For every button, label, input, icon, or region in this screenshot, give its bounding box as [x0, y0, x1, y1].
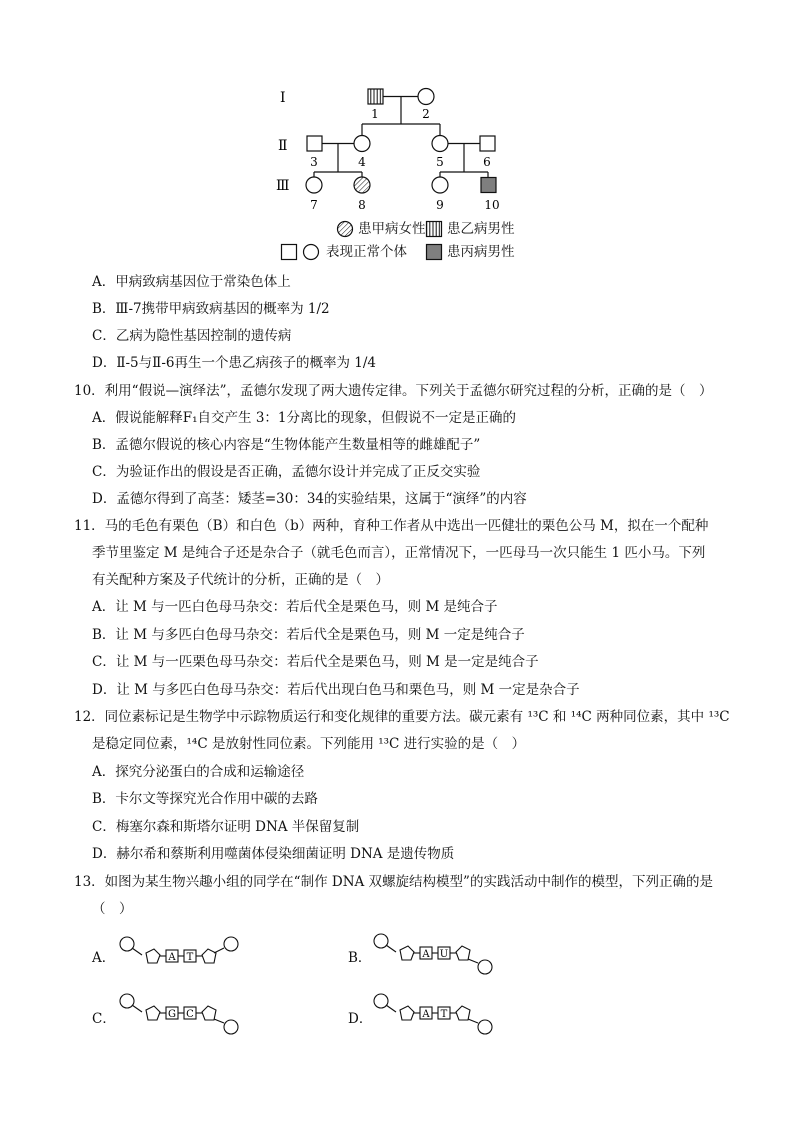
q12-option-d: D．赫尔希和蔡斯利用噬菌体侵染细菌证明 DNA 是遗传物质 [92, 846, 455, 862]
individual-6-male [480, 136, 495, 151]
q9-option-a: A．甲病致病基因位于常染色体上 [92, 274, 291, 290]
q10-stem: 10．利用“假说—演绎法”，孟德尔发现了两大遗传定律。下列关于孟德尔研究过程的分析，正确的是（ ） [74, 383, 713, 399]
individual-10-male-disease-c [481, 178, 496, 193]
individual-9-female [432, 177, 448, 193]
pedigree-chart [270, 82, 530, 214]
individual-4-female [354, 136, 370, 152]
q13-option-a-label: A． [92, 950, 116, 966]
q13-a-base-1: A [168, 952, 176, 963]
generation-label-1: Ⅰ [280, 90, 286, 106]
individual-label-5: 5 [436, 155, 444, 169]
individual-label-7: 7 [310, 198, 318, 212]
legend-label-disease-c: 患丙病男性 [447, 244, 515, 260]
individual-label-1: 1 [371, 107, 379, 121]
generation-label-2: Ⅱ [278, 138, 288, 154]
q13-d-base-1: A [422, 1009, 430, 1020]
q11-option-a: A．让 M 与一匹白色母马杂交：若后代全是栗色马，则 M 是纯合子 [92, 599, 498, 615]
individual-2-female [418, 89, 434, 105]
generation-label-3: Ⅲ [276, 178, 290, 194]
legend-symbol-disease-b [425, 220, 443, 238]
q11-option-d: D．让 M 与多匹白色母马杂交：若后代出现白色马和栗色马，则 M 一定是杂合子 [92, 682, 580, 698]
individual-label-9: 9 [436, 198, 444, 212]
q13-c-base-1: G [168, 1009, 176, 1020]
q12-stem-line-2: 是稳定同位素，¹⁴C 是放射性同位素。下列能用 ¹³C 进行实验的是（ ） [92, 736, 526, 752]
q11-stem-line-3: 有关配种方案及子代统计的分析，正确的是（ ） [92, 572, 389, 588]
q12-option-c: C．梅塞尔森和斯塔尔证明 DNA 半保留复制 [92, 819, 360, 835]
individual-label-4: 4 [358, 155, 366, 169]
legend-symbol-disease-a [336, 220, 354, 238]
q13-d-base-2: T [440, 1009, 448, 1020]
legend-label-normal: 表现正常个体 [326, 244, 407, 260]
q10-option-a: A．假说能解释F₁自交产生 3：1分离比的现象，但假说不一定是正确的 [92, 410, 516, 426]
q9-option-c: C．乙病为隐性基因控制的遗传病 [92, 328, 292, 344]
q11-stem-line-1: 11．马的毛色有栗色（B）和白色（b）两种，育种工作者从中选出一匹健壮的栗色公马 M，拟在一个配种 [74, 518, 709, 534]
q10-option-c: C．为验证作出的假设是否正确，孟德尔设计并完成了正反交实验 [92, 464, 481, 480]
individual-label-10: 10 [484, 198, 500, 212]
q12-option-b: B．卡尔文等探究光合作用中碳的去路 [92, 791, 318, 807]
individual-5-female [432, 136, 448, 152]
q13-option-d-label: D． [348, 1011, 373, 1027]
q13-c-base-2: C [186, 1009, 194, 1020]
q13-stem-line-2: （ ） [92, 901, 133, 917]
q12-stem-line-1: 12．同位素标记是生物学中示踪物质运行和变化规律的重要方法。碳元素有 ¹³C 和 ¹⁴C 两种同位素，其中 ¹³C [74, 709, 730, 725]
q11-option-c: C．让 M 与一匹栗色母马杂交：若后代全是栗色马，则 M 是一定是纯合子 [92, 654, 539, 670]
q10-option-d: D．孟德尔得到了高茎：矮茎=30：34的实验结果，这属于“演绎”的内容 [92, 491, 527, 507]
q13-option-c-dna-model [118, 992, 248, 1036]
q11-stem-line-2: 季节里鉴定 M 是纯合子还是杂合子（就毛色而言），正常情况下，一匹母马一次只能生 1 匹小马。下列 [92, 545, 706, 561]
legend-label-disease-a: 患甲病女性 [358, 221, 426, 237]
q13-a-base-2: T [186, 952, 194, 963]
individual-label-6: 6 [483, 155, 491, 169]
q9-option-b: B．Ⅲ-7携带甲病致病基因的概率为 1/2 [92, 301, 330, 317]
individual-8-female-disease-a [354, 177, 370, 193]
legend-symbol-disease-c [425, 243, 443, 261]
individual-label-2: 2 [422, 107, 430, 121]
q13-option-b-label: B． [348, 950, 372, 966]
q13-b-base-1: A [422, 949, 430, 960]
individual-1-male-disease-b [368, 89, 383, 104]
individual-3-male [307, 136, 322, 151]
legend-label-disease-b: 患乙病男性 [447, 221, 515, 237]
individual-label-3: 3 [310, 155, 318, 169]
q10-option-b: B．孟德尔假说的核心内容是“生物体能产生数量相等的雌雄配子” [92, 437, 481, 453]
q12-option-a: A．探究分泌蛋白的合成和运输途径 [92, 764, 305, 780]
individual-7-female [306, 177, 322, 193]
individual-label-8: 8 [358, 198, 366, 212]
q13-option-d-dna-model [372, 992, 502, 1036]
legend-symbol-normal [280, 243, 322, 261]
q13-stem-line-1: 13．如图为某生物兴趣小组的同学在“制作 DNA 双螺旋结构模型”的实践活动中制作的模型，下列正确的是 [74, 874, 713, 890]
q9-option-d: D．Ⅱ-5与Ⅱ-6再生一个患乙病孩子的概率为 1/4 [92, 355, 376, 371]
q11-option-b: B．让 M 与多匹白色母马杂交：若后代全是栗色马，则 M 一定是纯合子 [92, 627, 525, 643]
q13-option-c-label: C． [92, 1011, 116, 1027]
q13-option-b-dna-model [372, 932, 502, 976]
q13-option-a-dna-model [118, 935, 248, 975]
q13-b-base-2: U [439, 949, 449, 960]
